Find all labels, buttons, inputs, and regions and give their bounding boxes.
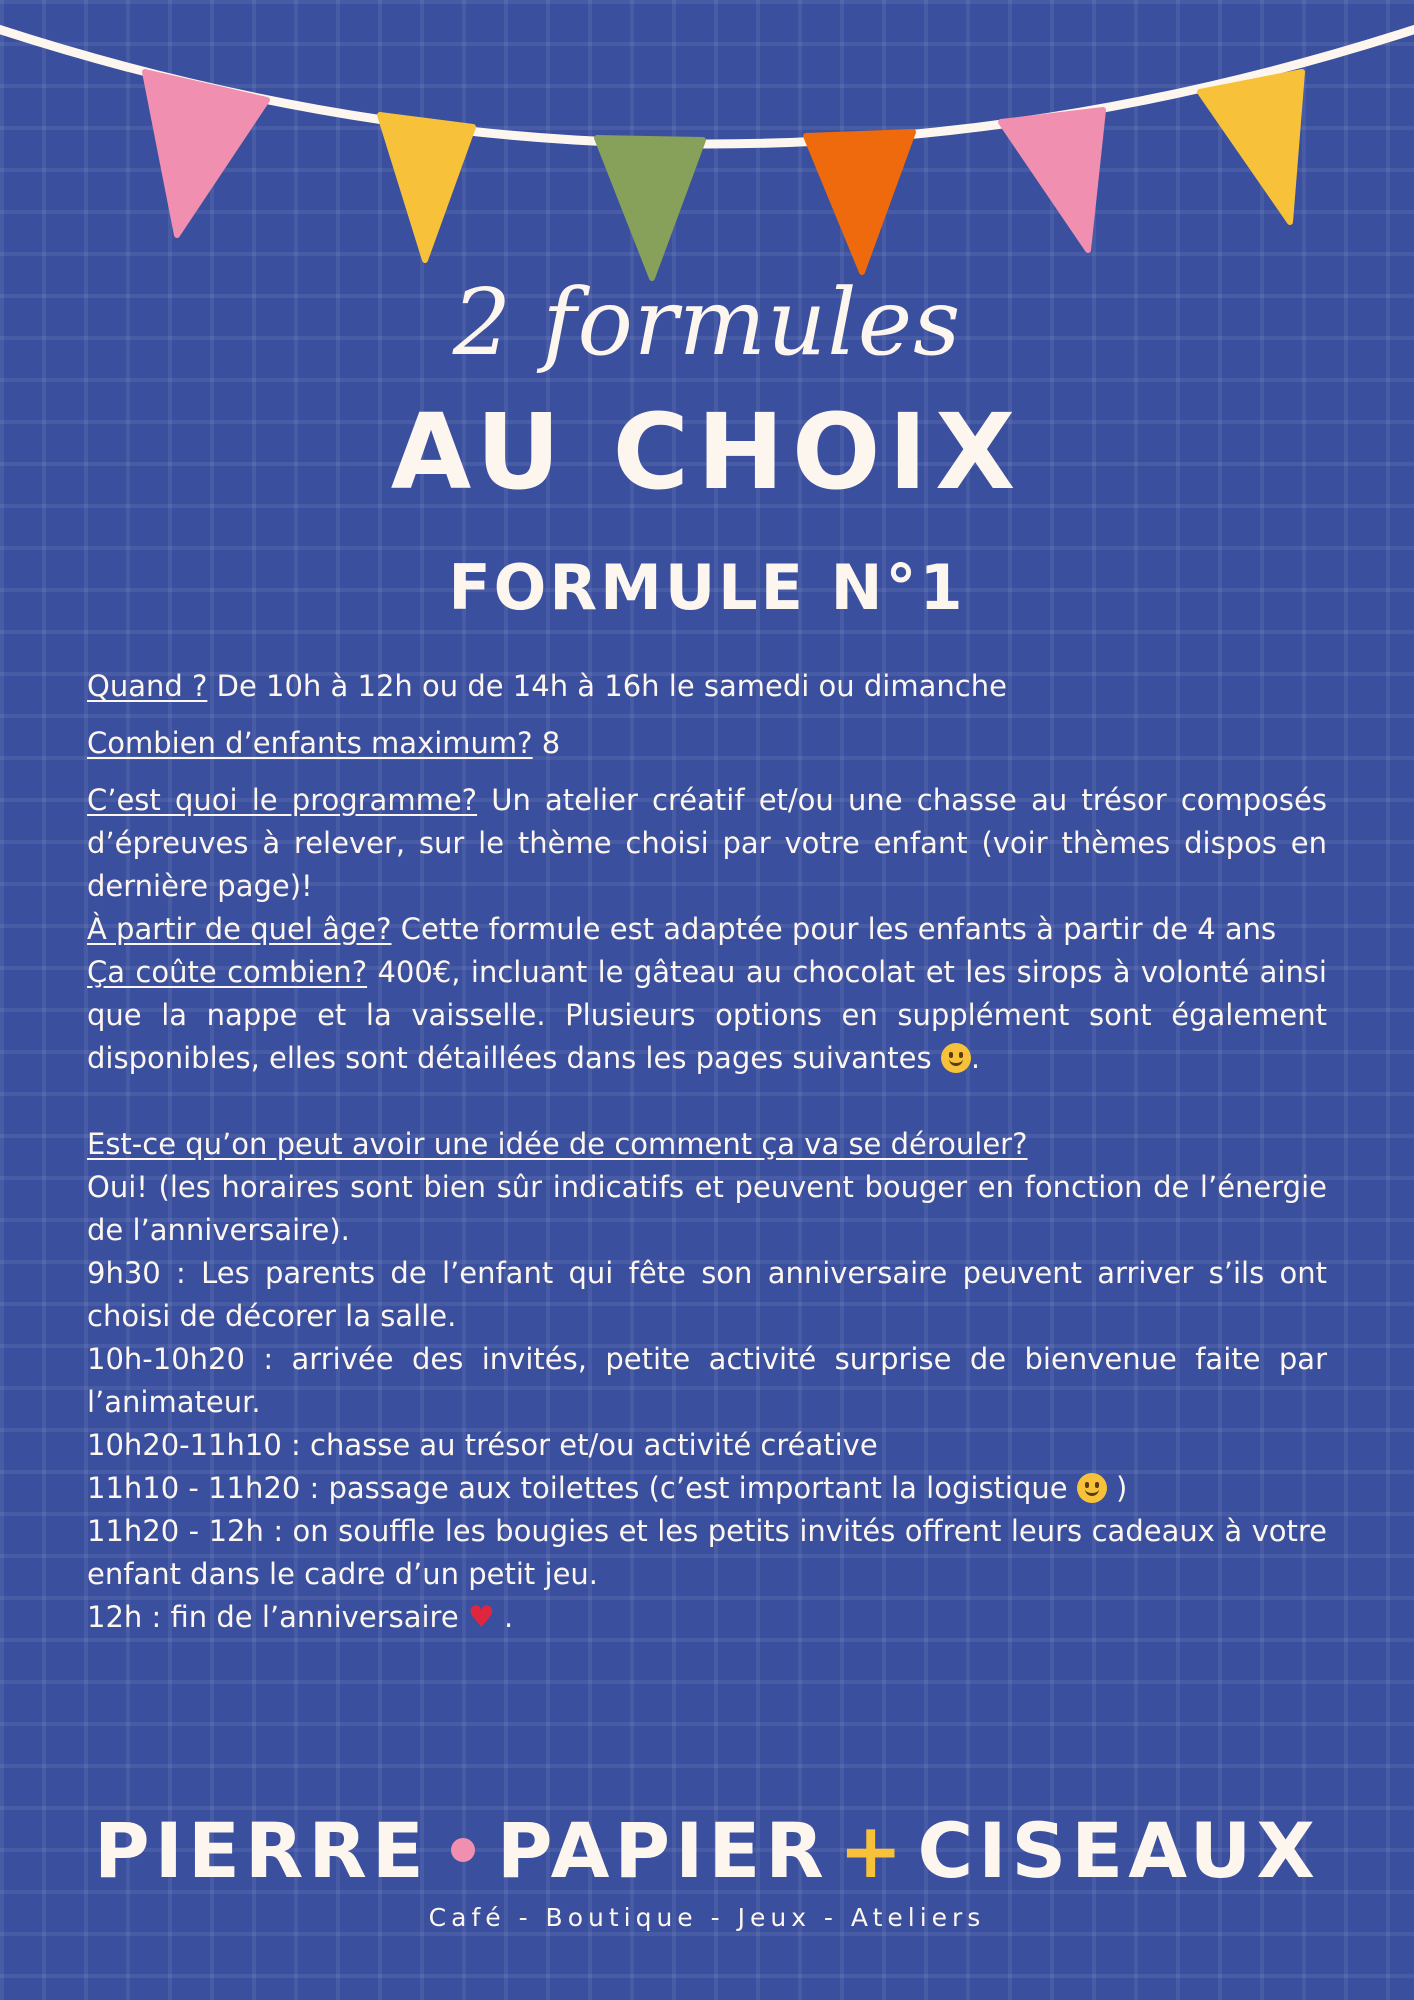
section-title: FORMULE N°1 bbox=[448, 551, 966, 624]
flag-pink-1 bbox=[145, 72, 267, 235]
deroule-heading bbox=[87, 1123, 1327, 1166]
cout-end: . bbox=[970, 1041, 981, 1075]
schedule-6-end: . bbox=[494, 1600, 514, 1634]
programme-text: Un atelier créatif et/ou une chasse au trésor composés d’épreuves à relever, sur le thème choisi par votre enfant (voir thèmes dispos en dernière page)! bbox=[87, 783, 1327, 903]
age-label: À partir de quel âge? bbox=[87, 912, 392, 946]
brand-word-papier: PAPIER bbox=[496, 1805, 829, 1895]
combien-paragraph bbox=[87, 722, 1327, 765]
schedule-6-start: 12h : fin de l’anniversaire bbox=[87, 1600, 468, 1634]
brand-logo bbox=[0, 1800, 1414, 1900]
cout-label: Ça coûte combien? bbox=[87, 955, 368, 989]
programme-label: C’est quoi le programme? bbox=[87, 783, 478, 817]
schedule-4-end: ) bbox=[1106, 1471, 1128, 1505]
brand-word-pierre: PIERRE bbox=[93, 1805, 429, 1895]
schedule-item bbox=[87, 1596, 1327, 1639]
quand-label: Quand ? bbox=[87, 669, 208, 703]
schedule-item: 10h-10h20 : arrivée des invités, petite activité surprise de bienvenue faite par l’animateur. bbox=[87, 1342, 1327, 1419]
cout-text: 400€, incluant le gâteau au chocolat et les sirops à volonté ainsi que la nappe et la vaisselle. Plusieurs options en supplément sont également disponibles, elles sont détaillées dans les pages suivantes bbox=[87, 955, 1327, 1075]
programme-paragraph bbox=[87, 779, 1327, 908]
flag-green bbox=[597, 138, 703, 278]
combien-label: Combien d’enfants maximum? bbox=[87, 726, 533, 760]
script-title: 2 formules bbox=[452, 269, 962, 376]
schedule-4-start: 11h10 - 11h20 : passage aux toilettes (c’est important la logistique bbox=[87, 1471, 1077, 1505]
schedule-item: 9h30 : Les parents de l’enfant qui fête son anniversaire peuvent arriver s’ils ont choisi de décorer la salle. bbox=[87, 1256, 1327, 1333]
combien-text: 8 bbox=[532, 726, 561, 760]
smile-emoji-icon bbox=[1077, 1473, 1107, 1503]
flag-pink-2 bbox=[1001, 110, 1103, 250]
pink-dot-icon bbox=[451, 1838, 475, 1862]
quand-text: De 10h à 12h ou de 14h à 16h le samedi ou dimanche bbox=[207, 669, 1007, 703]
heart-icon: ♥ bbox=[467, 1600, 495, 1635]
cout-paragraph bbox=[87, 951, 1327, 1080]
brand-tagline: Café - Boutique - Jeux - Ateliers bbox=[428, 1903, 986, 1932]
schedule-item bbox=[87, 1467, 1327, 1510]
age-text: Cette formule est adaptée pour les enfants à partir de 4 ans bbox=[391, 912, 1277, 946]
deroule-intro: Oui! (les horaires sont bien sûr indicatifs et peuvent bouger en fonction de l’énergie de l’anniversaire). bbox=[87, 1170, 1327, 1247]
flag-orange bbox=[806, 132, 913, 272]
schedule-item: 11h20 - 12h : on souffle les bougies et les petits invités offrent leurs cadeaux à votre enfant dans le cadre d’un petit jeu. bbox=[87, 1514, 1327, 1591]
quand-paragraph bbox=[87, 665, 1327, 708]
deroule-label: Est-ce qu’on peut avoir une idée de comment ça va se dérouler? bbox=[87, 1127, 1028, 1161]
formule-details bbox=[87, 665, 1327, 1639]
smile-emoji-icon bbox=[941, 1043, 971, 1073]
flag-yellow-2 bbox=[1200, 72, 1302, 222]
main-title: AU CHOIX bbox=[390, 391, 1024, 513]
age-paragraph bbox=[87, 908, 1327, 951]
plus-icon: + bbox=[838, 1805, 908, 1895]
bunting-garland bbox=[0, 0, 1414, 300]
brand-word-ciseaux: CISEAUX bbox=[917, 1805, 1320, 1895]
flag-yellow-1 bbox=[380, 115, 473, 260]
schedule-item: 10h20-11h10 : chasse au trésor et/ou activité créative bbox=[87, 1428, 878, 1462]
